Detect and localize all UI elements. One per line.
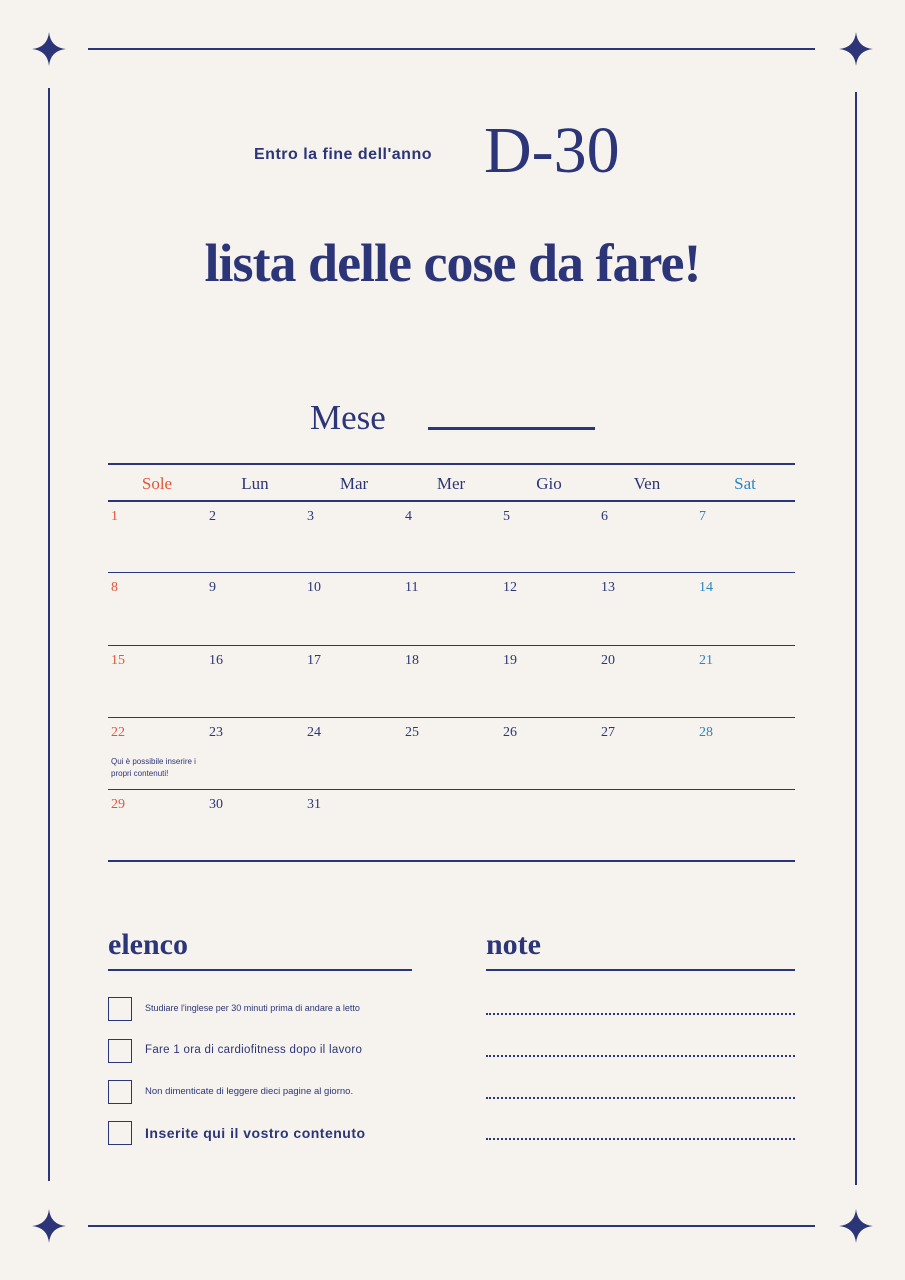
day-number[interactable]: 26 xyxy=(503,725,517,740)
note-line[interactable] xyxy=(486,1097,795,1099)
day-number[interactable]: 18 xyxy=(405,653,419,668)
sparkle-star-icon xyxy=(32,32,66,66)
task-label: Inserite qui il vostro contenuto xyxy=(145,1125,366,1141)
month-label: Mese xyxy=(310,398,386,437)
day-number[interactable]: 19 xyxy=(503,653,517,668)
task-checkbox[interactable] xyxy=(108,1121,132,1145)
day-number[interactable]: 6 xyxy=(601,509,608,524)
frame-bottom-line xyxy=(88,1225,815,1227)
calendar-top-rule xyxy=(108,463,795,465)
sparkle-star-icon xyxy=(839,1209,873,1243)
task-checkbox[interactable] xyxy=(108,1039,132,1063)
day-number[interactable]: 2 xyxy=(209,509,216,524)
day-number[interactable]: 9 xyxy=(209,580,216,595)
day-number[interactable]: 10 xyxy=(307,580,321,595)
day-number[interactable]: 12 xyxy=(503,580,517,595)
day-number[interactable]: 23 xyxy=(209,725,223,740)
note-rule xyxy=(486,969,795,971)
page-title: lista delle cose da fare! xyxy=(204,233,701,293)
day-number[interactable]: 25 xyxy=(405,725,419,740)
note-line[interactable] xyxy=(486,1055,795,1057)
day-number[interactable]: 13 xyxy=(601,580,615,595)
weekday-friday: Ven xyxy=(633,474,661,493)
note-title: note xyxy=(486,928,541,961)
elenco-rule xyxy=(108,969,412,971)
task-checkbox[interactable] xyxy=(108,997,132,1021)
calendar-header-rule xyxy=(108,500,795,502)
day-number[interactable]: 3 xyxy=(307,509,314,524)
sparkle-star-icon xyxy=(32,1209,66,1243)
note-line[interactable] xyxy=(486,1138,795,1140)
header-subtitle: Entro la fine dell'anno xyxy=(254,146,432,163)
task-label: Studiare l'inglese per 30 minuti prima di andare a letto xyxy=(145,1003,360,1013)
month-input-line[interactable] xyxy=(428,427,595,430)
day-number[interactable]: 4 xyxy=(405,509,412,524)
day-number[interactable]: 30 xyxy=(209,797,223,812)
day-number[interactable]: 11 xyxy=(405,580,419,595)
day-number[interactable]: 17 xyxy=(307,653,321,668)
task-label: Non dimenticate di leggere dieci pagine al giorno. xyxy=(145,1086,354,1097)
frame-top-line xyxy=(88,48,815,50)
task-checkbox[interactable] xyxy=(108,1080,132,1104)
day-number[interactable]: 1 xyxy=(111,509,118,524)
day-number[interactable]: 28 xyxy=(699,725,713,740)
week-divider xyxy=(108,572,795,573)
note-line[interactable] xyxy=(486,1013,795,1015)
weekday-tuesday: Mar xyxy=(339,474,369,493)
calendar-bottom-rule xyxy=(108,860,795,862)
day-number[interactable]: 20 xyxy=(601,653,615,668)
day-number[interactable]: 7 xyxy=(699,509,706,524)
weekday-thursday: Gio xyxy=(536,474,562,493)
day-number[interactable]: 21 xyxy=(699,653,713,668)
day-number[interactable]: 31 xyxy=(307,797,321,812)
countdown-label: D-30 xyxy=(484,114,620,187)
day-number[interactable]: 29 xyxy=(111,797,125,812)
day-number[interactable]: 5 xyxy=(503,509,510,524)
week-divider xyxy=(108,645,795,646)
elenco-title: elenco xyxy=(108,928,188,961)
week-divider xyxy=(108,717,795,718)
day-number[interactable]: 8 xyxy=(111,580,118,595)
day-number[interactable]: 16 xyxy=(209,653,223,668)
week-divider xyxy=(108,789,795,790)
weekday-monday: Lun xyxy=(241,474,269,493)
day-number[interactable]: 24 xyxy=(307,725,321,740)
day-number[interactable]: 27 xyxy=(601,725,615,740)
weekday-wednesday: Mer xyxy=(436,474,466,493)
day-number[interactable]: 14 xyxy=(699,580,713,595)
cell-note: Qui è possibile inserire i propri contenuti! xyxy=(111,757,196,778)
day-number[interactable]: 15 xyxy=(111,653,125,668)
weekday-sunday: Sole xyxy=(141,474,173,493)
task-label: Fare 1 ora di cardiofitness dopo il lavoro xyxy=(145,1044,363,1056)
day-number[interactable]: 22 xyxy=(111,725,125,740)
sparkle-star-icon xyxy=(839,32,873,66)
weekday-saturday: Sat xyxy=(734,474,756,493)
